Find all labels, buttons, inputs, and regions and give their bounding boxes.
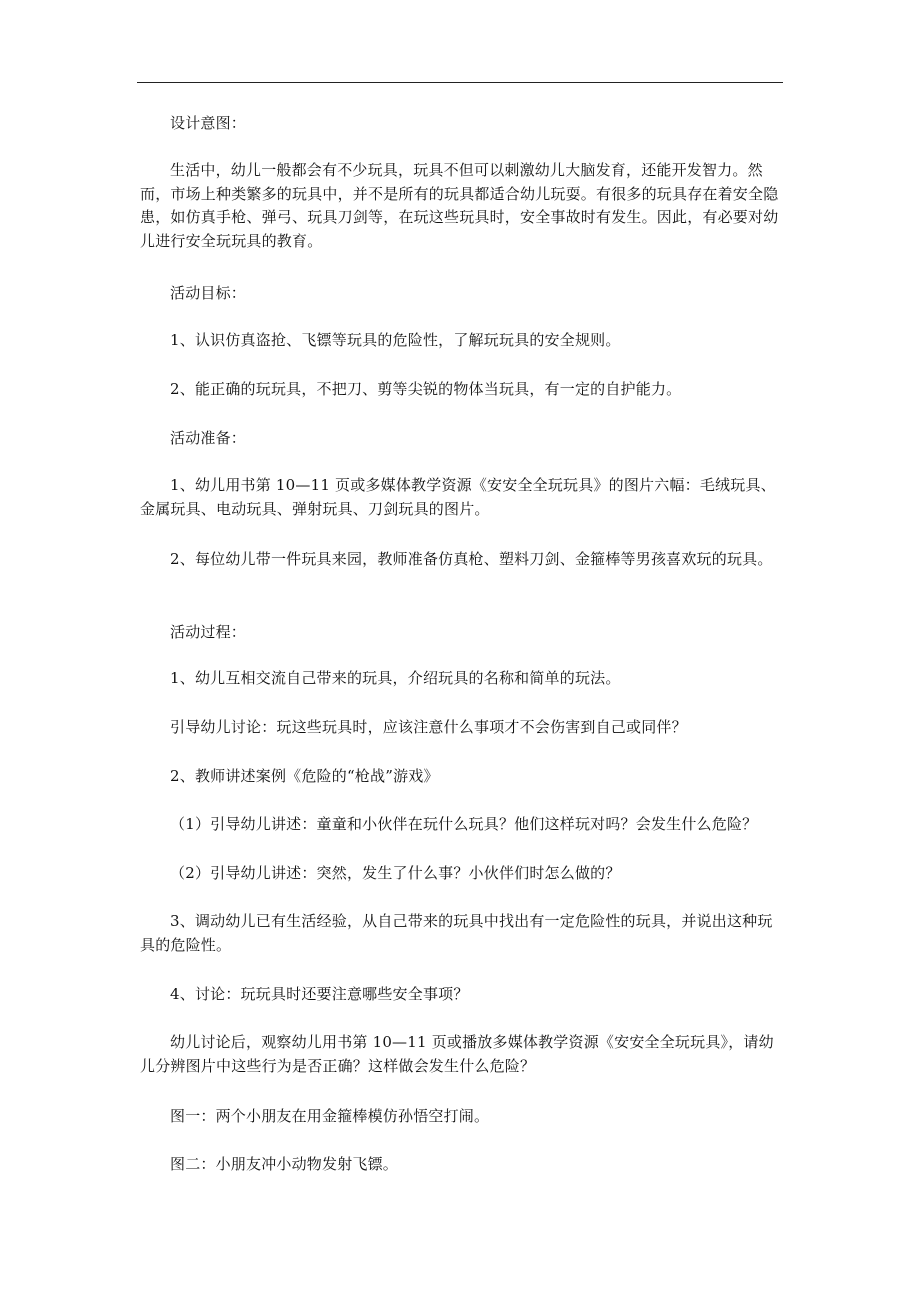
paragraph-design-intent: 生活中，幼儿一般都会有不少玩具，玩具不但可以刺激幼儿大脑发育，还能开发智力。然而，市场上种类繁多的玩具中，并不是所有的玩具都适合幼儿玩耍。有很多的玩具存在着安全隐患，如仿真手枪、弹弓、玩具刀剑等，在玩这些玩具时，安全事故时有发生。因此，有必要对幼儿进行安全玩玩具的教育。: [140, 161, 779, 250]
heading-activity-process: 活动过程：: [170, 623, 247, 641]
figure-two-caption: 图二：小朋友冲小动物发射飞镖。: [170, 1155, 399, 1173]
process-item-3: 3、调动幼儿已有生活经验，从自己带来的玩具中找出有一定危险性的玩具，并说出这种玩具的危险性。: [140, 912, 773, 954]
process-subitem-1: （1）引导幼儿讲述：童童和小伙伴在玩什么玩具？他们这样玩对吗？会发生什么危险？: [170, 815, 758, 833]
header-rule: [137, 82, 783, 83]
heading-activity-preparation: 活动准备：: [170, 429, 247, 447]
process-observation: 幼儿讨论后，观察幼儿用书第 10—11 页或播放多媒体教学资源《安安全全玩玩具》，请幼儿分辨图片中这些行为是否正确？这样做会发生什么危险？: [140, 1033, 774, 1075]
figure-one-caption: 图一：两个小朋友在用金箍棒模仿孙悟空打闹。: [170, 1107, 490, 1125]
process-item-1: 1、幼儿互相交流自己带来的玩具，介绍玩具的名称和简单的玩法。: [170, 669, 621, 687]
goal-item-1: 1、认识仿真盗抢、飞镖等玩具的危险性，了解玩玩具的安全规则。: [170, 331, 621, 349]
preparation-item-1: 1、幼儿用书第 10—11 页或多媒体教学资源《安安全全玩玩具》的图片六幅：毛绒玩具、金属玩具、电动玩具、弹射玩具、刀剑玩具的图片。: [140, 476, 776, 518]
process-item-2: 2、教师讲述案例《危险的“枪战”游戏》: [170, 767, 439, 785]
heading-design-intent: 设计意图：: [170, 114, 247, 132]
process-item-4: 4、讨论：玩玩具时还要注意哪些安全事项？: [170, 985, 469, 1003]
process-discussion: 引导幼儿讨论：玩这些玩具时，应该注意什么事项才不会伤害到自己或同伴？: [170, 718, 687, 736]
goal-item-2: 2、能正确的玩玩具，不把刀、剪等尖锐的物体当玩具，有一定的自护能力。: [170, 380, 682, 398]
preparation-item-2: 2、每位幼儿带一件玩具来园，教师准备仿真枪、塑料刀剑、金箍棒等男孩喜欢玩的玩具。: [170, 550, 773, 568]
process-subitem-2: （2）引导幼儿讲述：突然，发生了什么事？小伙伴们时怎么做的？: [170, 864, 621, 882]
heading-activity-goals: 活动目标：: [170, 284, 247, 302]
